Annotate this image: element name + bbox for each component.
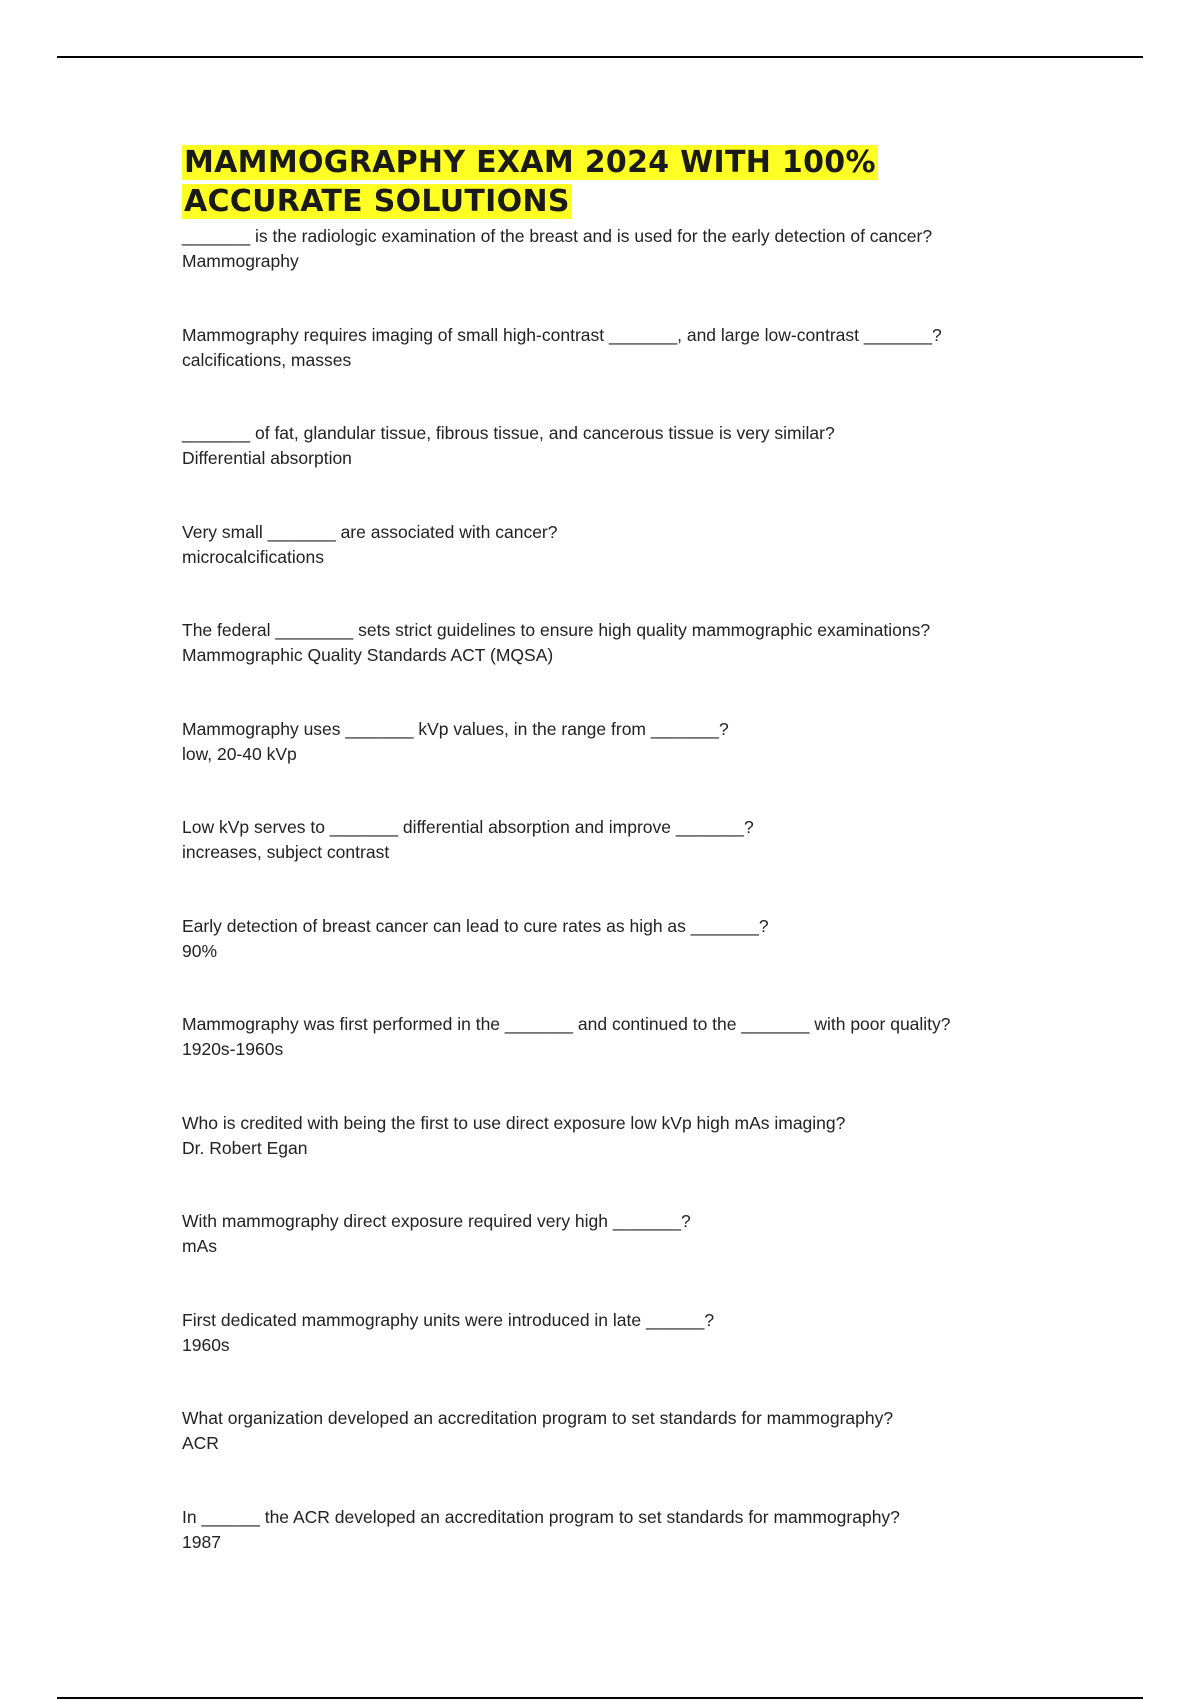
question-text: Early detection of breast cancer can lead to cure rates as high as _______? xyxy=(182,915,769,936)
answer-text: microcalcifications xyxy=(182,546,324,567)
answer-text: low, 20-40 kVp xyxy=(182,743,297,764)
page-bottom-rule xyxy=(57,1697,1143,1699)
qa-item xyxy=(182,421,1082,520)
question-text: In ______ the ACR developed an accreditation program to set standards for mammography? xyxy=(182,1506,900,1527)
question-text: _______ is the radiologic examination of the breast and is used for the early detection of cancer? xyxy=(182,226,933,246)
qa-item xyxy=(182,323,1082,422)
answer-text: increases, subject contrast xyxy=(182,842,390,862)
qa-item xyxy=(182,1111,1082,1210)
question-text: Mammography requires imaging of small high-contrast _______, and large low-contrast _______? xyxy=(182,324,942,345)
document-body xyxy=(182,143,1082,1603)
qa-item xyxy=(182,1209,1082,1308)
answer-text: 90% xyxy=(182,940,218,961)
answer-text: 1987 xyxy=(182,1531,221,1552)
question-text: Mammography was first performed in the _______ and continued to the _______ with poor quality? xyxy=(182,1014,951,1034)
answer-text: ACR xyxy=(182,1433,219,1453)
qa-item xyxy=(182,1406,1082,1505)
question-text: Mammography uses _______ kVp values, in the range from _______? xyxy=(182,718,729,739)
title-line-1: MAMMOGRAPHY EXAM 2024 WITH 100% xyxy=(184,145,876,180)
question-text: Low kVp serves to _______ differential absorption and improve _______? xyxy=(182,817,754,837)
question-text: Who is credited with being the first to use direct exposure low kVp high mAs imaging? xyxy=(182,1112,846,1133)
answer-text: mAs xyxy=(182,1236,217,1256)
document-title xyxy=(182,143,1082,221)
question-text: With mammography direct exposure required very high _______? xyxy=(182,1211,691,1231)
qa-item xyxy=(182,1505,1082,1604)
question-text: First dedicated mammography units were introduced in late ______? xyxy=(182,1309,715,1330)
answer-text: Mammography xyxy=(182,251,299,271)
qa-item xyxy=(182,1012,1082,1111)
qa-item xyxy=(182,815,1082,914)
question-text: What organization developed an accreditation program to set standards for mammography? xyxy=(182,1408,894,1428)
answer-text: Differential absorption xyxy=(182,448,352,468)
answer-text: calcifications, masses xyxy=(182,349,352,370)
question-text: The federal ________ sets strict guidelines to ensure high quality mammographic examinations? xyxy=(182,620,931,640)
qa-item xyxy=(182,717,1082,816)
answer-text: Dr. Robert Egan xyxy=(182,1137,308,1158)
title-line-2: ACCURATE SOLUTIONS xyxy=(184,184,570,219)
answer-text: 1960s xyxy=(182,1334,230,1355)
page-top-rule xyxy=(57,56,1143,58)
answer-text: 1920s-1960s xyxy=(182,1039,284,1059)
question-text: _______ of fat, glandular tissue, fibrous tissue, and cancerous tissue is very similar? xyxy=(182,423,835,443)
qa-item xyxy=(182,224,1082,323)
qa-item xyxy=(182,1308,1082,1407)
qa-item xyxy=(182,914,1082,1013)
qa-item xyxy=(182,520,1082,619)
question-list xyxy=(182,224,1082,1603)
answer-text: Mammographic Quality Standards ACT (MQSA) xyxy=(182,645,554,665)
question-text: Very small _______ are associated with cancer? xyxy=(182,521,558,542)
qa-item xyxy=(182,618,1082,717)
